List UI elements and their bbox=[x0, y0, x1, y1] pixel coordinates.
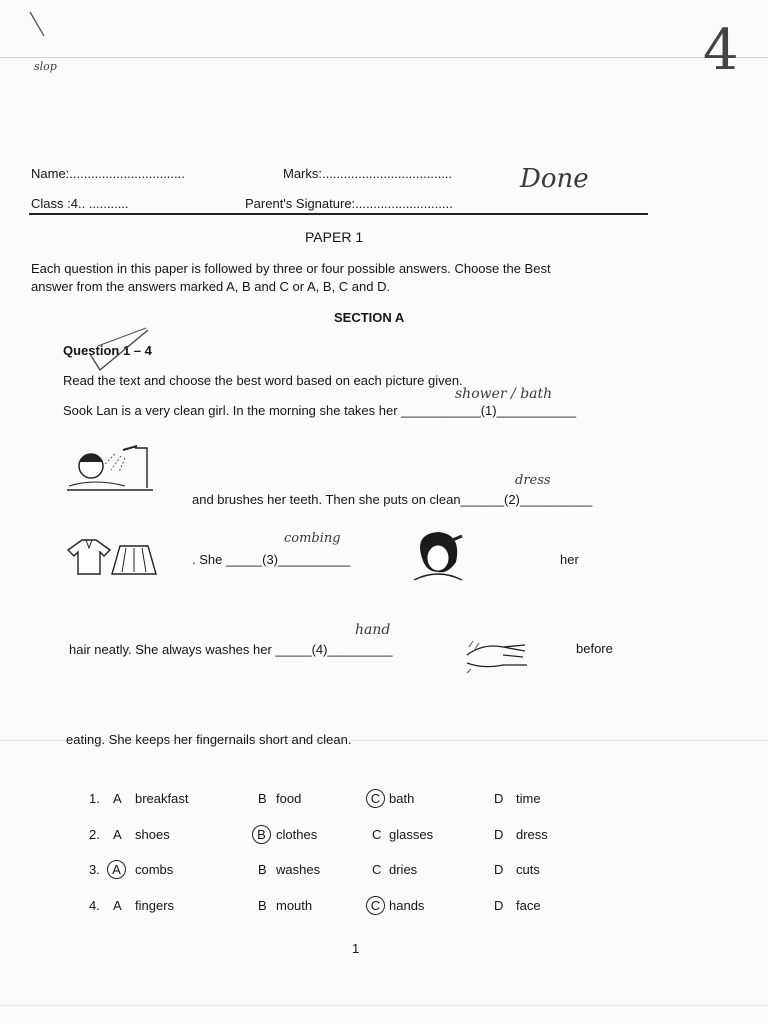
grade-mark: 4 bbox=[703, 18, 739, 83]
option-letter: B bbox=[258, 862, 267, 877]
option-d bbox=[494, 791, 541, 806]
option-d bbox=[494, 862, 540, 877]
answer-3-handwritten: combing bbox=[284, 531, 341, 546]
option-word: food bbox=[276, 791, 302, 806]
question-number: 4. bbox=[89, 898, 100, 913]
option-word: combs bbox=[135, 862, 174, 877]
passage-line-3: . She _____(3)__________ bbox=[192, 552, 351, 567]
option-a bbox=[113, 827, 170, 842]
option-word: breakfast bbox=[135, 791, 189, 806]
page-number: 1 bbox=[352, 941, 360, 956]
option-word: bath bbox=[389, 791, 415, 806]
option-letter: B bbox=[258, 898, 267, 913]
option-letter: D bbox=[494, 791, 504, 806]
option-a bbox=[113, 791, 189, 806]
paper-title: PAPER 1 bbox=[305, 229, 364, 245]
option-letter: C bbox=[372, 862, 382, 877]
option-word: mouth bbox=[276, 898, 313, 913]
scan-line-bottom bbox=[0, 1005, 768, 1006]
answer-4-handwritten: hand bbox=[355, 622, 391, 638]
passage-line-4: hair neatly. She always washes her _____(4)_________ bbox=[69, 642, 393, 657]
passage-line-1: Sook Lan is a very clean girl. In the morning she takes her ___________(1)___________ bbox=[63, 403, 577, 418]
shower-girl-picture bbox=[65, 440, 155, 500]
option-word: fingers bbox=[135, 898, 175, 913]
option-c bbox=[366, 896, 425, 915]
option-d bbox=[494, 827, 548, 842]
option-word: hands bbox=[389, 898, 425, 913]
margin-note-slop: slop bbox=[34, 60, 57, 73]
option-word: clothes bbox=[276, 827, 318, 842]
option-letter-circled: A bbox=[107, 860, 126, 879]
option-word: dries bbox=[389, 862, 418, 877]
question-number: 1. bbox=[89, 791, 100, 806]
marks-field-label: Marks:.................................... bbox=[283, 166, 453, 181]
option-b bbox=[252, 825, 318, 844]
option-b bbox=[258, 862, 321, 877]
option-a bbox=[107, 860, 174, 879]
option-letter: C bbox=[372, 827, 382, 842]
passage-line-5: eating. She keeps her fingernails short and clean. bbox=[66, 732, 352, 747]
option-b bbox=[258, 791, 302, 806]
option-letter: A bbox=[113, 791, 122, 806]
option-letter: A bbox=[113, 827, 122, 842]
option-letter: B bbox=[258, 791, 267, 806]
passage-line-4-right: before bbox=[576, 641, 613, 656]
tick-mark bbox=[88, 326, 158, 376]
option-letter-circled: C bbox=[366, 789, 385, 808]
option-c bbox=[372, 827, 434, 842]
option-b bbox=[258, 898, 313, 913]
corner-scribble bbox=[28, 10, 68, 50]
clothes-picture bbox=[64, 538, 164, 583]
passage-line-2: and brushes her teeth. Then she puts on clean______(2)__________ bbox=[192, 492, 593, 507]
section-title: SECTION A bbox=[334, 310, 405, 325]
parent-signature-label: Parent's Signature:........................... bbox=[245, 196, 453, 211]
name-field-label: Name:................................ bbox=[31, 166, 185, 181]
option-d bbox=[494, 898, 541, 913]
option-c bbox=[372, 862, 418, 877]
option-letter: D bbox=[494, 862, 504, 877]
option-letter-circled: B bbox=[252, 825, 271, 844]
option-letter: D bbox=[494, 898, 504, 913]
option-c bbox=[366, 789, 415, 808]
option-letter-circled: C bbox=[366, 896, 385, 915]
option-letter: D bbox=[494, 827, 504, 842]
option-word: cuts bbox=[516, 862, 540, 877]
scan-line-top bbox=[0, 57, 768, 58]
passage-intro: Read the text and choose the best word based on each picture given. bbox=[63, 373, 463, 388]
option-word: washes bbox=[276, 862, 321, 877]
marks-handwritten-done: Done bbox=[520, 164, 589, 194]
question-number: 3. bbox=[89, 862, 100, 877]
option-word: face bbox=[516, 898, 541, 913]
washing-hands-picture bbox=[463, 635, 533, 675]
answer-2-handwritten: dress bbox=[515, 473, 551, 488]
option-a bbox=[113, 898, 175, 913]
question-number: 2. bbox=[89, 827, 100, 842]
option-letter: A bbox=[113, 898, 122, 913]
answer-1-handwritten: shower / bath bbox=[455, 386, 553, 402]
class-field-label: Class :4.. ........... bbox=[31, 196, 129, 211]
passage-line-3-right: her bbox=[560, 552, 579, 567]
option-word: glasses bbox=[389, 827, 434, 842]
girl-combing-picture bbox=[408, 528, 468, 588]
instructions-line-1: Each question in this paper is followed by three or four possible answers. Choose the Best bbox=[31, 261, 551, 276]
header-divider bbox=[29, 213, 648, 215]
question-heading: Question 1 – 4 bbox=[63, 343, 152, 358]
option-word: shoes bbox=[135, 827, 170, 842]
option-word: time bbox=[516, 791, 541, 806]
instructions-line-2: answer from the answers marked A, B and C or A, B, C and D. bbox=[31, 279, 391, 294]
option-word: dress bbox=[516, 827, 548, 842]
